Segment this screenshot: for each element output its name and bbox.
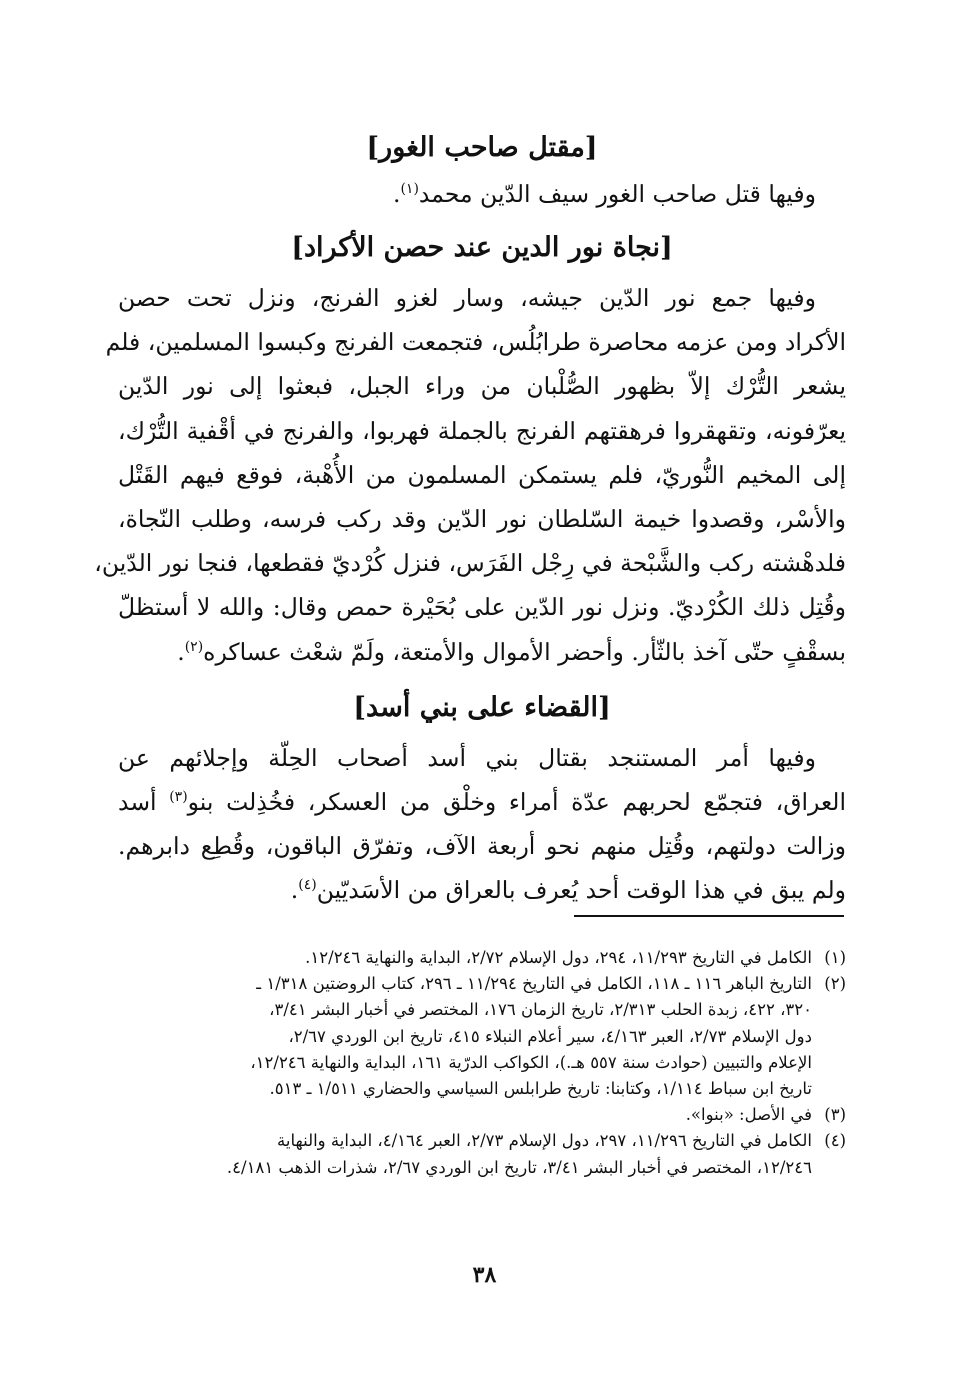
text-line: إلى المخيم النُّوريّ، فلم يستمكن المسلمون من الأُهْبة، فوقع فيهم القَتْل <box>118 460 846 489</box>
text-line: وفيها جمع نور الدّين جيشه، وسار لغزو الفرنج، ونزل تحت حصن <box>118 284 816 312</box>
text-line: فلدهْشته ركب والشَّبْحة في رِجْل الفَرَس، فنزل كُرْديّ فقطعها، فنجا نور الدّين، <box>94 549 846 578</box>
footnote-line: التاريخ الباهر ١١٦ ـ ١١٨، الكامل في التاريخ ١١/٢٩٤ ـ ٢٩٦، كتاب الروضتين ١/٣١٨ ـ <box>256 974 812 994</box>
line-text: العراق، فتجمّع لحربهم عدّة أمراء وخلْق من العسكر، فخُذِلت بنو <box>187 788 846 817</box>
footnote-number: (١) <box>824 948 846 967</box>
footnote-1 <box>118 945 846 971</box>
text-line: والأسْر، وقصدوا خيمة السّلطان نور الدّين وقد ركب فرسه، وطلب النّجاة، <box>118 505 846 534</box>
paragraph-text: وفيها قتل صاحب الغور سيف الدّين محمد <box>418 180 816 208</box>
footnote-divider <box>574 915 844 917</box>
footnote-line: الكامل في التاريخ ١١/٢٩٣، ٢٩٤، دول الإسلام ٢/٧٢، البداية والنهاية ١٢/٢٤٦. <box>305 948 812 967</box>
footnote-line: دول الإسلام ٢/٧٣، العبر ٤/١٦٣، سير أعلام النبلاء ٤١٥، تاريخ ابن الوردي ٢/٦٧، <box>288 1026 812 1046</box>
footnote-number: (٢) <box>824 974 846 994</box>
text-line <box>118 630 846 674</box>
footnote-ref: (١) <box>400 181 419 198</box>
footnote-text <box>118 1128 812 1180</box>
footnote-2 <box>118 971 846 1102</box>
paragraph-end: . <box>392 180 401 208</box>
text-line: وزالت دولتهم، وقُتِل منهم نحو أربعة الآف، وتفرّق الباقون، وقُطِع دابرهم. <box>118 832 846 861</box>
text-line: وقُتِل ذلك الكُرْديّ. ونزل نور الدّين على بُحَيْرة حمص وقال: والله لا أستظلّ <box>118 593 846 622</box>
section-heading-nur-al-din: [نجاة نور الدين عند حصن الأكراد] <box>291 232 673 263</box>
paragraph-ghur <box>118 172 846 216</box>
text-line: يعرّفونه، وتقهقروا فرهقتهم الفرنج بالجملة فهربوا، والفرنج في أقْفية التُّرْك، <box>118 416 846 445</box>
footnote-line: الإعلام والتبيين (حوادث سنة ٥٥٧ هـ.)، الكواكب الدرّية ١٦١، البداية والنهاية ١٢/٢٤٦، <box>250 1052 812 1072</box>
text-line: الأكراد ومن عزمه محاصرة طرابُلُس، فتجمعت الفرنج وكبسوا المسلمين، فلم <box>105 328 846 357</box>
footnote-number: (٣) <box>824 1105 846 1125</box>
paragraph-nur-al-din <box>94 276 846 674</box>
footnote-line: في الأصل: «بنوا». <box>685 1105 812 1125</box>
line-text: بسقْفٍ حتّى آخذ بالثّأر. وأحضر الأموال والأمتعة، ولَمّ شعْث عساكره <box>203 637 846 666</box>
footnote-text <box>118 945 812 971</box>
page-number: ٣٨ <box>472 1262 497 1288</box>
section-heading-ghur: [مقتل صاحب الغور] <box>366 132 598 163</box>
text-line: وفيها أمر المستنجد بقتال بني أسد أصحاب الحِلّة وإجلائهم عن <box>118 743 816 772</box>
text-line <box>118 868 846 912</box>
footnote-ref: (٣) <box>169 789 188 806</box>
footnote-ref: (٢) <box>184 638 204 655</box>
footnote-3 <box>118 1102 846 1128</box>
section-heading-bani-asad: [القضاء على بني أسد] <box>353 691 611 723</box>
line-text-tail: أسد <box>118 788 157 817</box>
footnote-line: تاريخ ابن سباط ١/١١٤، وكتابنا: تاريخ طرابلس السياسي والحضاري ١/٥١١ ـ ٥١٣. <box>269 1079 812 1099</box>
footnote-text <box>118 971 812 1102</box>
footnote-number: (٤) <box>824 1131 846 1151</box>
paragraph-end: . <box>290 876 299 905</box>
footnote-line: الكامل في التاريخ ١١/٢٩٦، ٢٩٧، دول الإسلام ٢/٧٣، العبر ٤/١٦٤، البداية والنهاية <box>277 1131 812 1151</box>
footnote-4 <box>118 1128 846 1180</box>
text-line: يشعر التُّرْك إلاّ بظهور الصُّلْبان من وراء الجبل، فبعثوا إلى نور الدّين <box>118 372 846 401</box>
footnote-ref: (٤) <box>298 877 317 894</box>
footnote-text <box>118 1102 812 1128</box>
paragraph-end: . <box>177 637 185 666</box>
paragraph-bani-asad <box>118 736 846 913</box>
line-text: ولم يبق في هذا الوقت أحد يُعرف بالعراق من الأسَديّين <box>316 876 846 905</box>
footnotes <box>118 945 846 1181</box>
main-text <box>94 112 846 913</box>
text-line <box>118 780 846 824</box>
footnote-line: ٣٢٠، ٤٢٢، زبدة الحلب ٢/٣١٣، تاريخ الزمان ١٧٦، المختصر في أخبار البشر ٣/٤١، <box>269 1000 812 1020</box>
footnote-line: ١٢/٢٤٦، المختصر في أخبار البشر ٣/٤١، تاريخ ابن الوردي ٢/٦٧، شذرات الذهب ٤/١٨١. <box>226 1157 812 1177</box>
